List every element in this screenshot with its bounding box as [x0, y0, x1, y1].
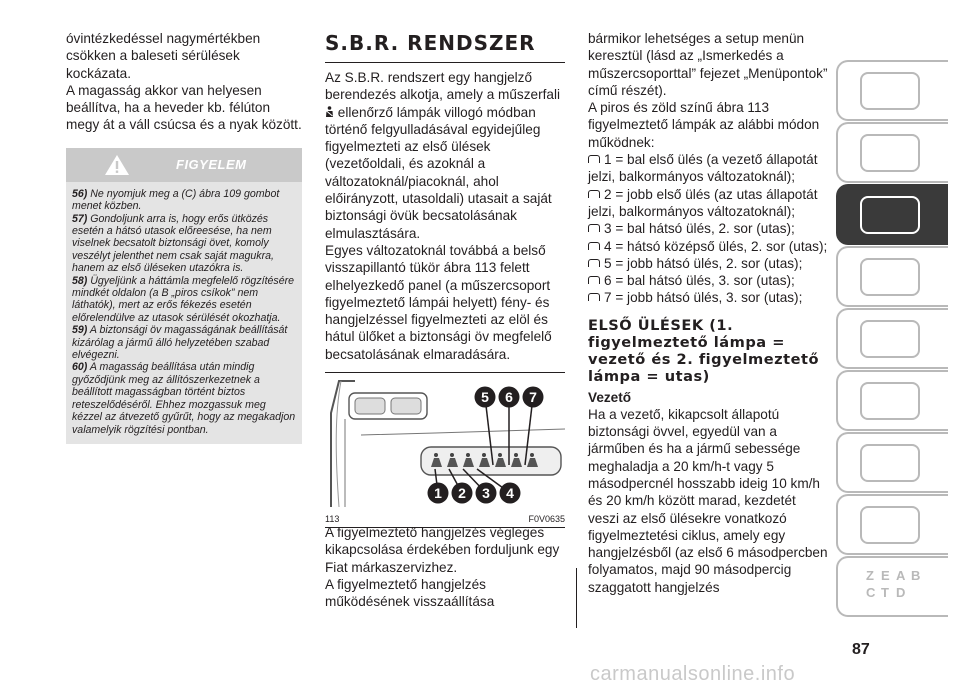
- list-item-text: 3 = bal hátsó ülés, 2. sor (utas);: [604, 221, 795, 237]
- index-letter: D: [896, 585, 906, 600]
- callout-label: 3: [482, 485, 490, 502]
- sbr-panel-illustration: [325, 373, 565, 507]
- page-number: 87: [852, 641, 870, 658]
- index-letter: E: [881, 568, 890, 583]
- chapter-tab[interactable]: [836, 184, 948, 245]
- index-letter: C: [866, 585, 876, 600]
- chapter-tab[interactable]: [836, 308, 948, 369]
- warning-item-number: 59): [72, 324, 88, 337]
- chapter-tab[interactable]: [836, 556, 948, 617]
- chapter-tab[interactable]: [836, 246, 948, 307]
- index-letters-icon: [860, 568, 921, 602]
- warning-item-number: 58): [72, 274, 88, 287]
- figure-caption: [325, 512, 565, 528]
- callout-label: 6: [505, 389, 513, 406]
- warning-item-text: Ne nyomjuk meg a (C) ábra 109 gombot menet közben.: [72, 187, 280, 213]
- body-text: [325, 69, 565, 363]
- chapter-tabs: [836, 60, 946, 620]
- body-text: [66, 30, 302, 134]
- chapter-tab[interactable]: [836, 432, 948, 493]
- paragraph: A figyelmeztető hangjelzés működésének visszaállítása: [325, 576, 495, 610]
- warning-item: [72, 275, 296, 325]
- paragraph: A magasság akkor van helyesen beállítva, ha a heveder kb. félúton megy át a váll csúcsa és a nyak között.: [66, 82, 302, 133]
- paragraph-text: ellenőrző lámpák villogó módban történő felgyulladásával egyidejűleg figyelmezteti az első ülések (vezetőoldali, és azoknál a változatoknál/piacoknál, ahol előirányzott, utasoldali) utasait a saját biztonsági övük becsatolásának elmulasztására.: [325, 104, 552, 241]
- bullet-icon: [588, 242, 600, 250]
- warning-item-text: Ügyeljünk a háttámla megfelelő rögzítésére mindkét oldalon (a B „piros csíkok” nem láthatók), mert az erős fékezés esetén előrelendülve az utasok sérülését okozhatja.: [72, 274, 295, 324]
- warning-item: [72, 188, 296, 213]
- body-text: [325, 524, 565, 610]
- warning-light-icon: [860, 320, 920, 358]
- warning-item: [72, 213, 296, 275]
- list-item-text: 2 = jobb első ülés (az utas állapotát jelzi, balkormányos változatoknál);: [588, 186, 818, 219]
- chapter-tab[interactable]: [836, 370, 948, 431]
- warning-item-text: A biztonsági öv magasságának beállítását kizárólag a jármű álló helyzetében szabad elvégezni.: [72, 324, 288, 362]
- body-text: [588, 406, 828, 596]
- list-item-text: 6 = bal hátsó ülés, 3. sor (utas);: [604, 273, 795, 289]
- section-title: S.B.R. RENDSZER: [325, 32, 565, 63]
- subsection-title: ELSŐ ÜLÉSEK (1. figyelmeztető lámpa = vezető és 2. figyelmeztető lámpa = utas): [588, 316, 820, 385]
- lamp-list: [588, 151, 828, 307]
- column-right: [588, 30, 828, 596]
- bullet-icon: [588, 276, 600, 284]
- index-letter: T: [881, 585, 889, 600]
- bullet-icon: [588, 190, 600, 198]
- callout-label: 5: [481, 389, 489, 406]
- list-item: [588, 220, 828, 237]
- steering-wheel-icon: [860, 258, 920, 296]
- figure-number: 113: [325, 514, 340, 525]
- paragraph: Egyes változatoknál továbbá a belső visszapillantó tükör ábra 113 felett elhelyezkedő panel (a műszercsoport figyelmeztető lámpái helyett) fény- és hangjelzéssel figyelmezteti az elöl és hátul ülőket a biztonsági öv megfelelő becsatolásának elmaradására.: [325, 242, 552, 362]
- warning-list: [66, 182, 302, 444]
- warning-item: [72, 361, 296, 435]
- warning-item-text: A magasság beállítása után mindig győződjünk meg az állítószerkezetnek a beállított magasságban történt biztos reteszelődéséről. Ehhez mozgassuk meg kézzel az átvezető gyűrűt, hogy az megakadjon valamelyik rögzítési pontban.: [72, 361, 296, 436]
- paragraph: Ha a vezető, kikapcsolt állapotú biztonsági övvel, egyedül van a járműben és ha a jármű sebessége meghaladja a 20 km/h-t vagy 5 másodpercnél hosszabb ideig 10 km/h és 20 km/h között marad, kezdetét veszi az első ülésekre vonatkozó figyelmeztetési ciklus, amely egy hangjelzésből (az első 6 másodpercben folyamatos, majd 90 másodpercig szaggatott hangjelzés: [588, 406, 828, 595]
- callout-label: 4: [506, 485, 514, 502]
- list-item-text: 7 = jobb hátsó ülés, 3. sor (utas);: [604, 290, 803, 306]
- subsection-heading: Vezető: [588, 389, 632, 405]
- warning-item-number: 56): [72, 187, 88, 200]
- paragraph-text: Az S.B.R. rendszert egy hangjelző berendezés alkotja, amely a műszerfali: [325, 70, 560, 103]
- airbag-seatbelt-icon: [860, 196, 920, 234]
- bullet-icon: [588, 224, 600, 232]
- specifications-icon: [860, 444, 920, 482]
- callout-label: 1: [434, 485, 442, 502]
- bullet-icon: [588, 259, 600, 267]
- warning-item: [72, 324, 296, 361]
- column-middle: [325, 30, 565, 611]
- paragraph: óvintézkedéssel nagymértékben csökken a baleseti sérülések kockázata.: [66, 31, 261, 81]
- column-left: [66, 30, 302, 444]
- bullet-icon: [588, 293, 600, 301]
- figure-113: [325, 372, 565, 525]
- body-text: [588, 30, 828, 307]
- warning-triangle-icon: [104, 154, 130, 176]
- index-letter: B: [911, 568, 921, 583]
- list-item-text: 4 = hátsó középső ülés, 2. sor (utas);: [604, 238, 828, 254]
- info-car-icon: [860, 72, 920, 110]
- figure-callouts: [428, 387, 544, 504]
- list-item-text: 1 = bal első ülés (a vezető állapotát jelzi, balkormányos változatoknál);: [588, 152, 818, 185]
- list-item: [588, 289, 828, 306]
- seatbelt-warning-icon: [325, 106, 334, 118]
- warning-item-text: Gondoljunk arra is, hogy erős ütközés esetén a hátsó utasok előreesése, ha nem viselnek becsatolt biztonsági övet, komoly veszélyt jelenthet nem csak saját magukra, hanem az első üléseken utazókra is.: [72, 212, 274, 275]
- column-divider: [576, 568, 577, 628]
- index-letter: Z: [866, 568, 874, 583]
- warning-header: [66, 148, 302, 182]
- list-item-text: 5 = jobb hátsó ülés, 2. sor (utas);: [604, 255, 803, 271]
- callout-label: 2: [458, 485, 466, 502]
- list-item: [588, 151, 828, 186]
- paragraph: A figyelmeztető hangjelzés végleges kikapcsolása érdekében forduljunk egy Fiat márkaszervizhez.: [325, 525, 560, 575]
- paragraph: A piros és zöld színű ábra 113 figyelmeztető lámpák az alábbi módon működnek:: [588, 100, 820, 150]
- multimedia-icon: [860, 506, 920, 544]
- bullet-icon: [588, 155, 600, 163]
- watermark: carmanualsonline.info: [590, 663, 796, 685]
- warning-title: FIGYELEM: [176, 157, 247, 173]
- paragraph: [325, 69, 565, 242]
- list-item: [588, 186, 828, 221]
- list-item: [588, 238, 828, 255]
- tools-icon: [860, 382, 920, 420]
- chapter-tab[interactable]: [836, 494, 948, 555]
- figure-code: F0V0635: [528, 514, 565, 525]
- warning-box: [66, 148, 302, 444]
- chapter-tab[interactable]: [836, 60, 948, 121]
- dashboard-icon: [860, 134, 920, 172]
- callout-label: 7: [529, 389, 537, 406]
- warning-item-number: 57): [72, 212, 88, 225]
- list-item: [588, 272, 828, 289]
- index-letter: A: [896, 568, 906, 583]
- chapter-tab[interactable]: [836, 122, 948, 183]
- warning-item-number: 60): [72, 361, 88, 374]
- list-item: [588, 255, 828, 272]
- paragraph: bármikor lehetséges a setup menün keresztül (lásd az „Ismerkedés a műszercsoporttal” fejezet „Menüpontok” című részét).: [588, 31, 828, 98]
